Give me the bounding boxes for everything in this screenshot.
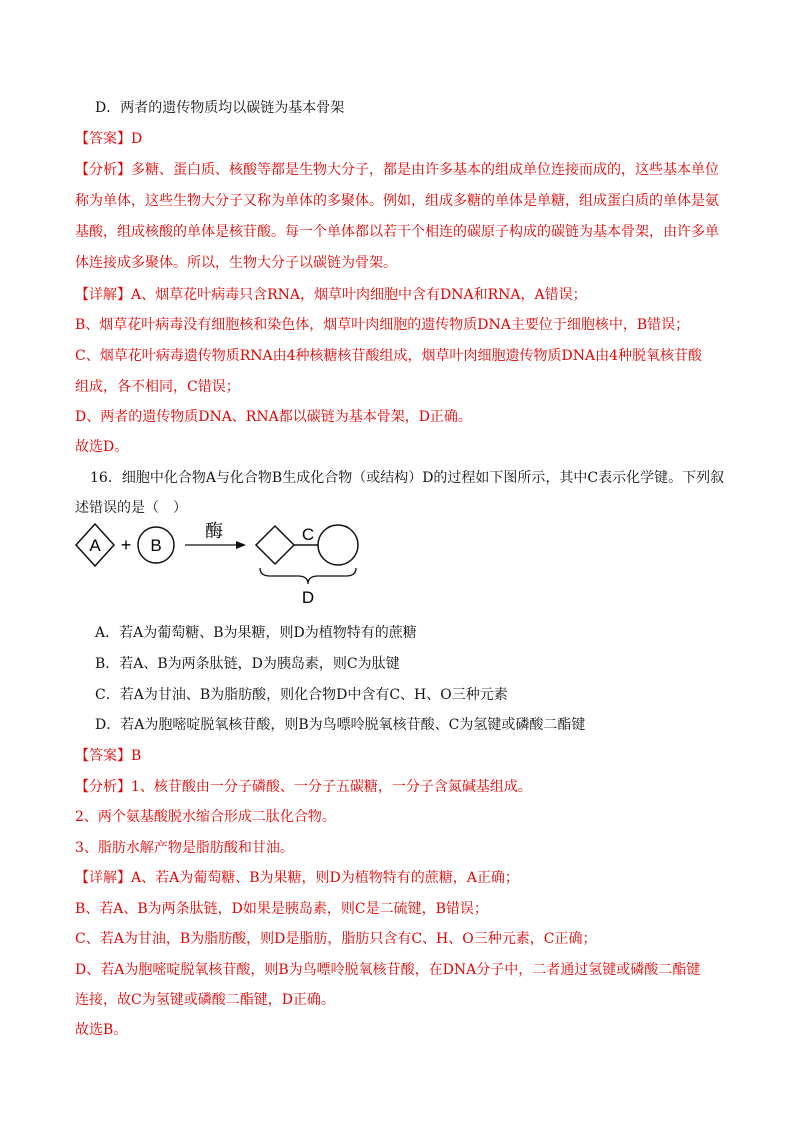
- q15-choose: 故选D。: [75, 439, 129, 455]
- q16-detail-d-line2: 连接，故C为氢键或磷酸二酯键，D正确。: [75, 992, 335, 1008]
- q16-stem-line2: 述错误的是（ ）: [75, 500, 187, 516]
- q16-option-c: C．若A为甘油、B为脂肪酸，则化合物D中含有C、H、O三种元素: [95, 687, 508, 703]
- q16-detail-c: C、若A为甘油，B为脂肪酸，则D是脂肪，脂肪只含有C、H、O三种元素，C正确；: [75, 931, 597, 947]
- plus-sign: +: [120, 535, 132, 555]
- q15-analysis-line1: 【分析】多糖、蛋白质、核酸等都是生物大分子，都是由许多基本的组成单位连接而成的，这些基本单位: [75, 162, 719, 178]
- product-brace: [260, 568, 356, 584]
- q15-detail-a: 【详解】A、烟草花叶病毒只含RNA，烟草叶肉细胞中含有DNA和RNA，A错误；: [75, 287, 587, 303]
- q15-detail-d: D、两者的遗传物质DNA、RNA都以碳链为基本骨架，D正确。: [75, 409, 472, 425]
- q15-detail-b: B、烟草花叶病毒没有细胞核和染色体，烟草叶肉细胞的遗传物质DNA主要位于细胞核中，B错误；: [75, 317, 690, 333]
- label-a: A: [89, 536, 101, 555]
- q15-detail-c-line1: C、烟草花叶病毒遗传物质RNA由4种核糖核苷酸组成，烟草叶肉细胞遗传物质DNA由4种脱氧核苷酸: [75, 348, 703, 364]
- product-circle: [318, 525, 358, 565]
- product-diamond: [256, 526, 294, 564]
- q15-answer: 【答案】D: [75, 131, 143, 147]
- q15-analysis-line3: 基酸，组成核酸的单体是核苷酸。每一个单体都以若干个相连的碳原子构成的碳链为基本骨架，由许多单: [75, 224, 719, 240]
- q16-choose: 故选B。: [75, 1022, 128, 1038]
- q16-detail-a: 【详解】A、若A为葡萄糖、B为果糖，则D为植物特有的蔗糖，A正确；: [75, 870, 519, 886]
- q15-analysis-line4: 体连接成多聚体。所以，生物大分子以碳链为骨架。: [75, 255, 397, 271]
- q16-answer: 【答案】B: [75, 748, 142, 764]
- q16-option-d: D．若A为胞嘧啶脱氧核苷酸，则B为鸟嘌呤脱氧核苷酸、C为氢键或磷酸二酯键: [95, 717, 586, 733]
- q16-option-b: B．若A、B为两条肽链，D为胰岛素，则C为肽键: [95, 656, 400, 672]
- q16-detail-b: B、若A、B为两条肽链，D如果是胰岛素，则C是二硫键，B错误；: [75, 901, 488, 917]
- q15-detail-c-line2: 组成，各不相同，C错误；: [75, 379, 240, 395]
- label-c: C: [301, 525, 315, 544]
- q15-option-d: D．两者的遗传物质均以碳链为基本骨架: [95, 100, 345, 116]
- enzyme-label: 酶: [205, 521, 223, 542]
- q16-detail-d-line1: D、若A为胞嘧啶脱氧核苷酸，则B为鸟嘌呤脱氧核苷酸，在DNA分子中，二者通过氢键或磷酸二酯键: [75, 962, 701, 978]
- label-b: B: [150, 536, 162, 555]
- reaction-diagram: [70, 515, 390, 610]
- label-d: D: [301, 588, 315, 607]
- q16-analysis-line1: 【分析】1、核苷酸由一分子磷酸、一分子五碳糖，一分子含氮碱基组成。: [75, 779, 532, 795]
- q15-analysis-line2: 称为单体，这些生物大分子又称为单体的多聚体。例如，组成多糖的单体是单糖，组成蛋白质的单体是氨: [75, 193, 719, 209]
- q16-analysis-line2: 2、两个氨基酸脱水缩合形成二肽化合物。: [75, 809, 336, 825]
- q16-stem-line1: 16．细胞中化合物A与化合物B生成化合物（或结构）D的过程如下图所示，其中C表示化学键。下列叙: [90, 470, 725, 486]
- q16-option-a: A．若A为葡萄糖、B为果糖，则D为植物特有的蔗糖: [95, 625, 417, 641]
- q16-analysis-line3: 3、脂肪水解产物是脂肪酸和甘油。: [75, 840, 294, 856]
- reaction-arrow-head: [236, 541, 246, 549]
